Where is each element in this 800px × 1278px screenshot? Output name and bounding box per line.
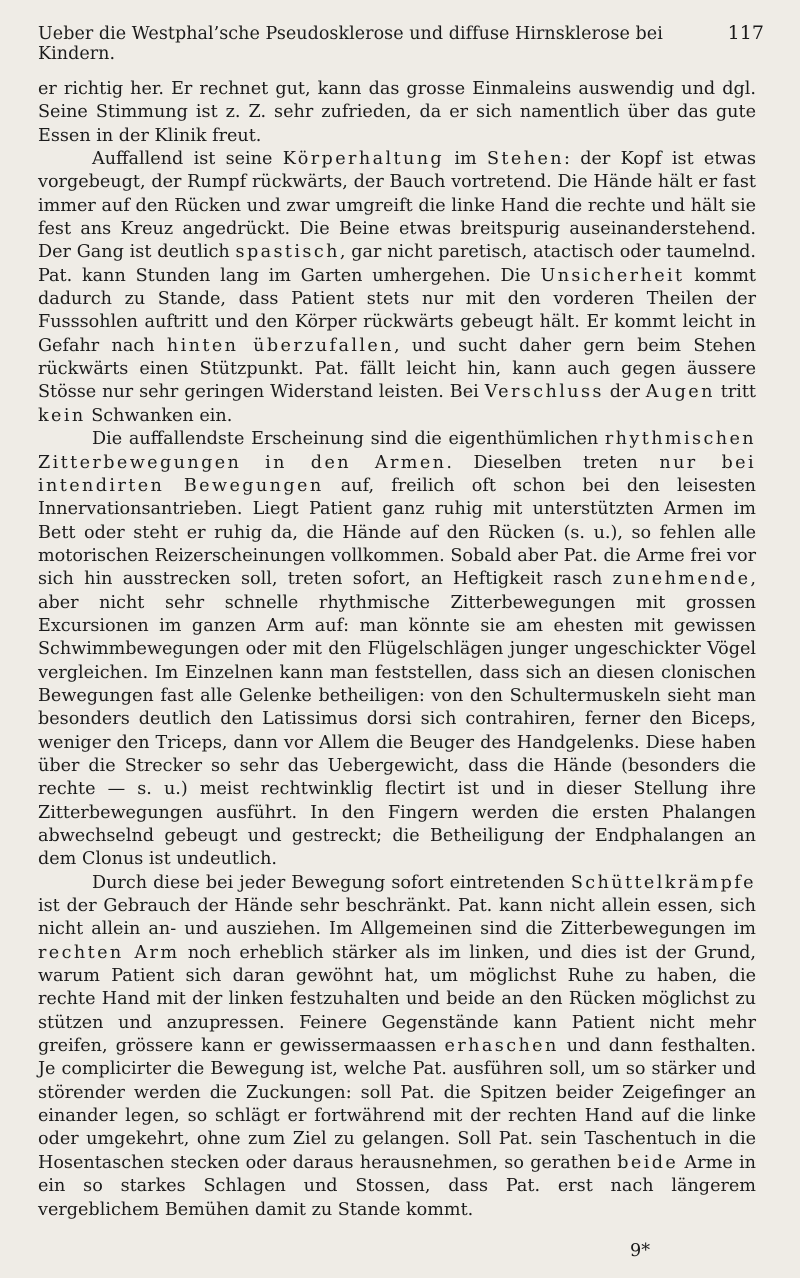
text-run: : der Kopf ist etwas vorgebeugt, der Rumpf rückwärts, der Bauch vortretend. Die Hände hält er fast immer auf den Rücken und zwar umgreift die linke Hand die rechte und hält sie fest ans Kreuz angedrückt. Die Beine etwas breitspurig auseinanderstehend. Der Gang ist deutlich [38,149,756,263]
text-run: ist der Gebrauch der Hände sehr beschränkt. Pat. kann nicht allein essen, sich nicht allein an- und ausziehen. Im Allgemeinen sind die Zitterbewegungen im [38,896,756,940]
text-run: im [444,149,487,170]
spaced-emphasis: Unsicherheit [540,265,685,286]
paragraph [38,872,756,1222]
paragraph [38,78,756,148]
text-run: . Dieselben treten [446,452,660,473]
spaced-emphasis: rechten Arm [38,942,180,963]
text-run: tritt [714,382,756,403]
spaced-emphasis: Stehen [486,149,564,170]
page-footer [0,1241,800,1261]
spaced-emphasis: Körperhaltung [282,149,445,170]
text-run: , gar nicht paretisch, atactisch oder taumelnd. Pat. kann Stunden lang im Garten umhergehen. Die [38,242,756,286]
text-run: noch erheblich stärker als im linken, und dies ist der Grund, warum Patient sich daran gewöhnt hat, um möglichst Ruhe zu haben, die rechte Hand mit der linken festzuhalten und beide an den Rücken möglichst zu stützen und anzupressen. Feinere Gegenstände kann Patient nicht mehr greifen, grössere kann er gewissermaassen [38,942,756,1057]
text-run: der [603,382,646,403]
text-run: Auffallend ist seine [92,149,283,170]
spaced-emphasis: Verschluss [484,382,604,403]
paragraph [38,428,756,872]
text-run: Arme in ein so starkes Schlagen und Stossen, dass Pat. erst nach längerem vergeblichem Bemühen damit zu Stande kommt. [38,1152,756,1220]
spaced-emphasis: kein [38,405,86,426]
text-run: er richtig her. Er rechnet gut, kann das grosse Einmaleins auswendig und dgl. Seine Stimmung ist z. Z. sehr zufrieden, da er sich namentlich über das gute Essen in der Klinik freut. [38,79,756,146]
spaced-emphasis: beide [617,1152,679,1173]
text-run: Die auffallendste Erscheinung sind die eigenthümlichen [92,429,605,450]
spaced-emphasis: rhythmischen Zitterbewegungen in den Armen [38,429,756,473]
text-run: auf, freilich oft schon bei den leisesten Innervationsantrieben. Liegt Patient ganz ruhig mit unterstützten Armen im Bett oder steht er ruhig da, die Hände auf den Rücken (s. u.), so fehlen alle motorischen Reizerscheinungen vollkommen. Sobald aber Pat. die Arme frei vor sich hin ausstrecken soll, treten sofort, an Heftigkeit rasch [38,475,756,590]
paragraph [38,148,756,428]
text-run: Schwanken ein. [85,405,233,426]
text-run: , und sucht daher gern beim Stehen rückwärts einen Stützpunkt. Pat. fällt leicht hin, kann auch gegen äussere Stösse nur sehr geringen Widerstand leisten. Bei [38,335,757,403]
text-run: kommt dadurch zu Stande, dass Patient stets nur mit den vorderen Theilen der Fusssohlen auftritt und den Körper rückwärts gebeugt hält. Er kommt leicht in Gefahr nach [38,265,756,356]
body-text [38,78,756,1222]
running-title: Ueber die Westphal’sche Pseudosklerose und diffuse Hirnsklerose bei Kindern. [38,24,663,64]
spaced-emphasis: Schüttelkrämpfe [570,872,756,893]
spaced-emphasis: spastisch [235,242,340,263]
spaced-emphasis: zunehmende [612,569,751,590]
signature-mark: 9* [630,1241,650,1261]
text-run: und dann festhalten. Je complicirter die Bewegung ist, welche Pat. ausführen soll, um so stärker und störender werden die Zuckungen: soll Pat. die Spitzen beider Zeigefinger an einander legen, so schlägt er fortwährend mit der rechten Hand auf die linke oder umgekehrt, ohne zum Ziel zu gelangen. Soll Pat. sein Taschentuch in die Hosentaschen stecken oder daraus herausnehmen, so gerathen [38,1036,756,1173]
text-run: Durch diese bei jeder Bewegung sofort eintretenden [92,872,571,893]
spaced-emphasis: hinten überzufallen [166,335,394,356]
spaced-emphasis: Augen [645,382,715,403]
spaced-emphasis: erhaschen [444,1036,559,1057]
page-number: 117 [727,22,764,44]
text-run: , aber nicht sehr schnelle rhythmische Zitterbewegungen mit grossen Excursionen im ganzen Arm auf: man könnte sie am ehesten mit gewissen Schwimmbewegungen oder mit den Flügelschlägen junger ungeschickter Vögel vergleichen. Im Einzelnen kann man feststellen, dass sich an diesen clonischen Bewegungen fast alle Gelenke betheiligen: von den Schultermuskeln sieht man besonders deutlich den Latissimus dorsi sich contrahiren, ferner den Biceps, weniger den Triceps, dann vor Allem die Beuger des Handgelenks. Diese haben über die Strecker so sehr das Uebergewicht, dass die Hände (besonders die rechte — s. u.) meist rechtwinklig flectirt ist und in dieser Stellung ihre Zitterbewegungen ausführt. In den Fingern werden die ersten Phalangen abwechselnd gebeugt und gestreckt; die Betheiligung der Endphalangen an dem Clonus ist undeutlich. [38,569,756,870]
spaced-emphasis: nur bei intendirten Bewegungen [38,452,756,496]
running-head [38,22,764,64]
